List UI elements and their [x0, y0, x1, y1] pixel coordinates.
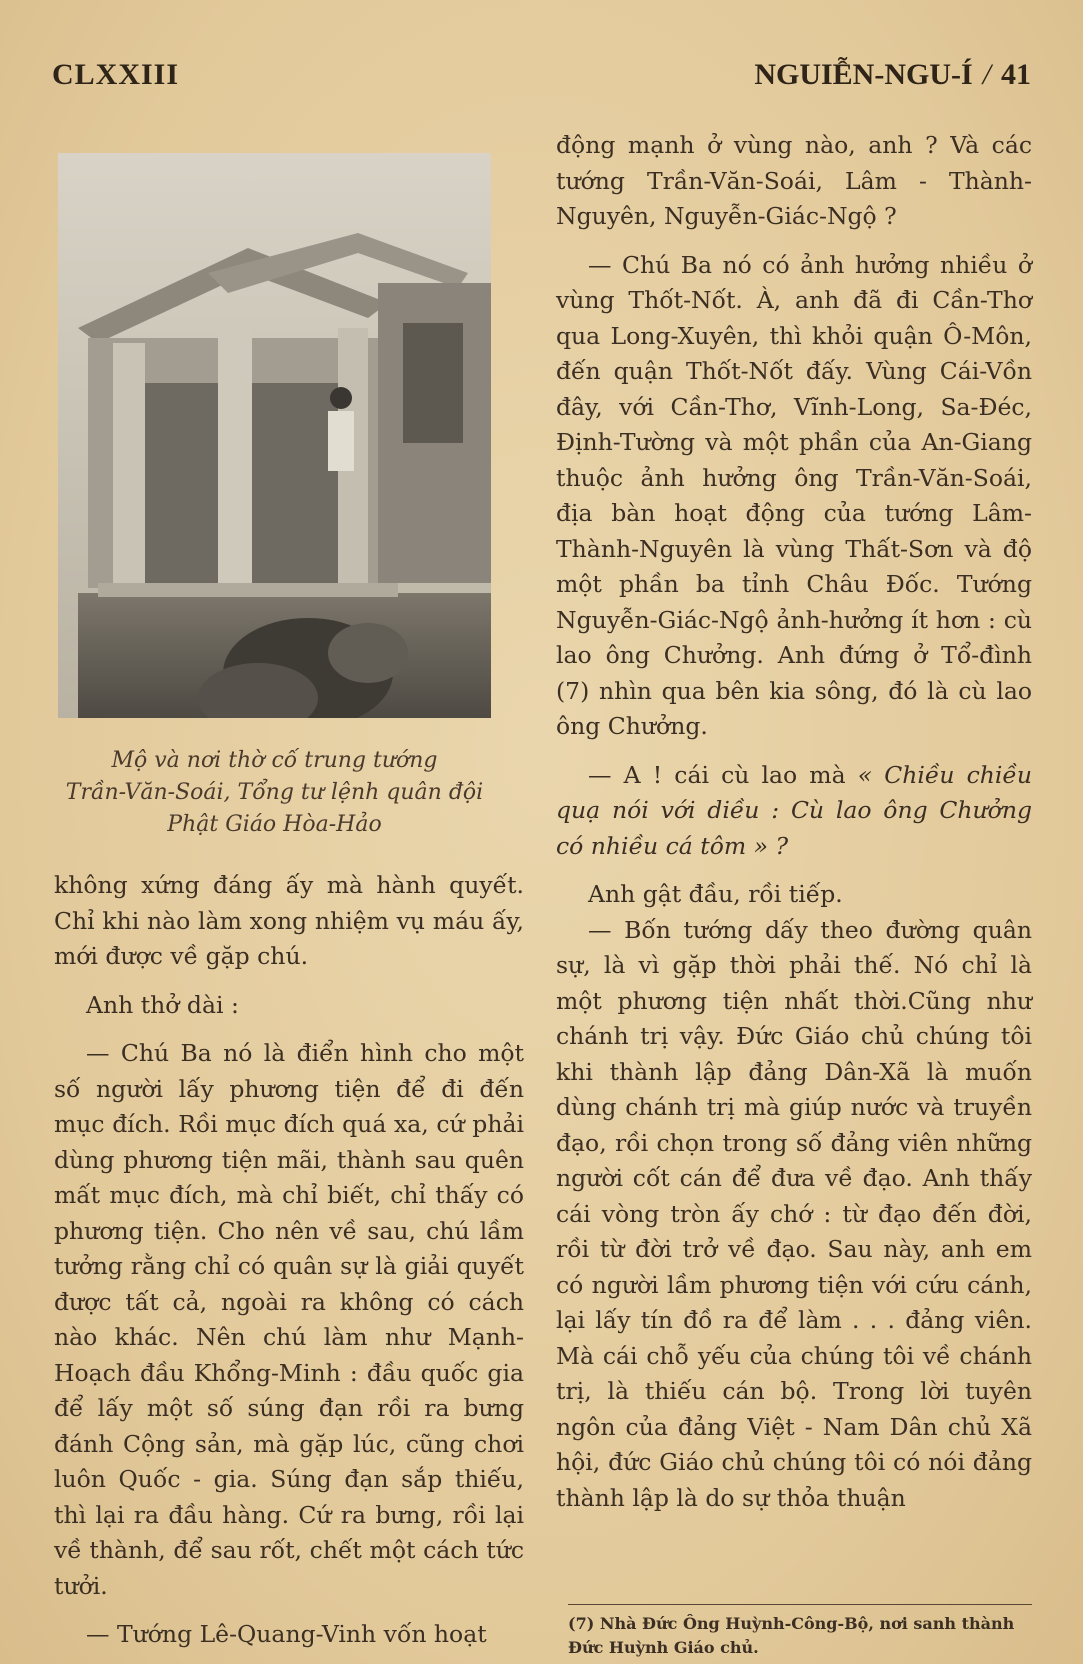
running-header-right [754, 58, 1031, 92]
header-separator: / [982, 58, 991, 91]
footnote: (7) Nhà Đức Ông Huỳnh-Công-Bộ, nơi sanh thành Đức Huỳnh Giáo chủ. [568, 1614, 1015, 1657]
photo-caption [58, 745, 491, 841]
paragraph: — Bốn tướng dấy theo đường quân sự, là vì gặp thời phải thế. Nó chỉ là một phương tiện nhất thời.Cũng như chánh trị vậy. Đức Giáo chủ chúng tôi khi thành lập đảng Dân-Xã là muốn dùng chánh trị mà giúp nước và truyền đạo, rồi chọn trong số đảng viên những người cốt cán để đưa về đạo. Anh thấy cái vòng tròn ấy chớ : từ đạo đến đời, rồi từ đời trở về đạo. Sau này, anh em có người lầm phương tiện với cứu cánh, lại lấy tín đồ ra để làm . . . đảng viên. Mà cái chỗ yếu của chúng tôi về chánh trị, là thiếu cán bộ. Trong lời tuyên ngôn của đảng Việt - Nam Dân chủ Xã hội, đức Giáo chủ chúng tôi có nói đảng thành lập là do sự thỏa thuận [556, 915, 1032, 1512]
paragraph: — Tướng Lê-Quang-Vinh vốn hoạt [86, 1620, 487, 1648]
left-text-column [54, 868, 524, 1653]
paragraph-text: — A ! cái cù lao mà [588, 760, 858, 789]
paragraph: động mạnh ở vùng nào, anh ? Và các tướng Trần-Văn-Soái, Lâm - Thành-Nguyên, Nguyễn-Giác-Ngộ ? [556, 131, 1032, 230]
page-number: 41 [1001, 58, 1031, 91]
right-text-column [556, 128, 1032, 1516]
caption-line-1: Mộ và nơi thờ cố trung tướng [111, 748, 438, 773]
footnote-rule [568, 1604, 1032, 1605]
caption-line-3: Phật Giáo Hòa-Hảo [167, 812, 382, 837]
running-title: NGUIỄN-NGU-Í [754, 58, 973, 91]
paragraph: Anh thở dài : [86, 990, 239, 1019]
paragraph [556, 758, 1032, 865]
running-header-left: CLXXIII [52, 58, 180, 91]
paragraph: — Chú Ba nó là điển hình cho một số người lấy phương tiện để đi đến mục đích. Rồi mục đích quá xa, cứ phải dùng phương tiện mãi, thành sau quên mất mục đích, mà chỉ biết, chỉ thấy có phương tiện. Cho nên về sau, chú lầm tưởng rằng chỉ có quân sự là giải quyết được tất cả, ngoài ra không có cách nào khác. Nên chú làm như Mạnh-Hoạch đầu Khổng-Minh : đầu quốc gia để lấy một số súng đạn rồi ra bưng đánh Cộng sản, mà gặp lúc, cũng chơi luôn Quốc - gia. Súng đạn sắp thiếu, thì lại ra đầu hàng. Cứ ra bưng, rồi lại về thành, để sau rốt, chết một cách tức tưởi. [54, 1039, 524, 1600]
caption-line-2: Trần-Văn-Soái, Tổng tư lệnh quân đội [65, 780, 484, 805]
photo-illustration [58, 153, 491, 718]
paragraph: — Chú Ba nó có ảnh hưởng nhiều ở vùng Thốt-Nốt. À, anh đã đi Cần-Thơ qua Long-Xuyên, thì khỏi quận Ô-Môn, đến quận Thốt-Nốt đấy. Vùng Cái-Vồn đây, với Cần-Thơ, Vĩnh-Long, Sa-Đéc, Định-Tường và một phần của An-Giang thuộc ảnh hưởng ông Trần-Văn-Soái, địa bàn hoạt động của tướng Lâm-Thành-Nguyên là vùng Thất-Sơn và độ một phần ba tỉnh Châu Đốc. Tướng Nguyễn-Giác-Ngộ ảnh-hưởng ít hơn : cù lao ông Chưởng. Anh đứng ở Tổ-đình (7) nhìn qua bên kia sông, đó là cù lao ông Chưởng. [556, 250, 1032, 740]
paragraph: không xứng đáng ấy mà hành quyết. Chỉ khi nào làm xong nhiệm vụ máu ấy, mới được về gặp chú. [54, 871, 524, 970]
folk-verse-quote: « Chiều chiều quạ nói với diều : Cù lao ông Chưởng có nhiều cá tôm » ? [556, 760, 1032, 860]
paragraph: Anh gật đầu, rồi tiếp. [588, 880, 843, 908]
tomb-shrine-photo [58, 153, 491, 718]
